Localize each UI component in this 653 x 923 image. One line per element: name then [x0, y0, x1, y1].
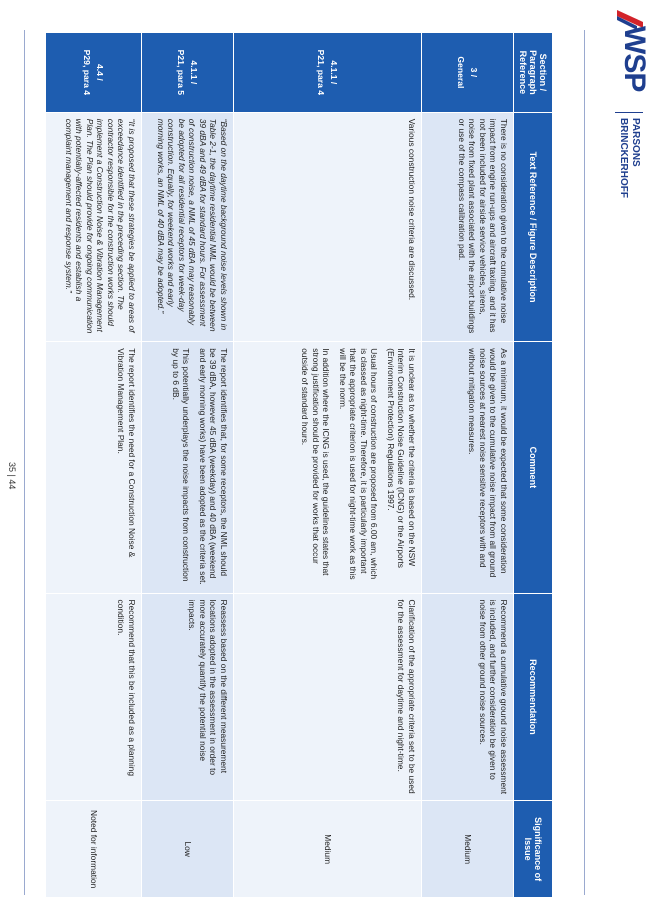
- header-comment: Comment: [514, 342, 553, 593]
- text-reference: There is no consideration given to the cumulative noise impact from engine run-ups and aircraft taxiing, and it has not been included for airside service vehicles, sirens, noise from fixed plant associated with the airport buildings or use of the compass calibration pad.: [422, 112, 514, 342]
- header-section-ref: Section / Paragraph Reference: [514, 33, 553, 113]
- table-row: [422, 33, 514, 898]
- comment-cell: It is unclear as to whether the criteria is based on the NSW Interim Construction Noise Guideline (ICNG) or the Airports (Environment Protection) Regulations 1997. Usual hours of construction are proposed from 6.00 am, which is classed as night-time. Therefore, it is particularly important that the appropriate criterion is used for night-time work as this will be the norm. In addition where the ICNG is used, the guidelines states that strong justification should be provided for works that occur outside of standard hours.: [234, 342, 422, 593]
- significance-cell: Low: [142, 801, 234, 898]
- table-row: [234, 33, 422, 898]
- section-ref: 4.4 / P29, para 4: [46, 33, 142, 113]
- header-recommendation: Recommendation: [514, 593, 553, 801]
- logo-divider: [615, 112, 643, 113]
- significance-cell: Noted for information: [46, 801, 142, 898]
- recommendation-cell: Clarification of the appropriate criteria set to be used for the assessment for daytime and night-time.: [234, 593, 422, 801]
- comment-cell: The report identifies that, for some receptors, the NML should be 39 dBA, however 45 dBA (weekday) and 40 dBA (weekend and early morning works) have been adopted as the criteria set. This potentially underplays the noise impacts from construction by up to 6 dB.: [142, 342, 234, 593]
- comment-cell: The report identifies the need for a Construction Noise & Vibration Management Plan.: [46, 342, 142, 593]
- logo-brand: WSP: [618, 26, 651, 92]
- review-table: [45, 32, 553, 898]
- section-ref: 3 / General: [422, 33, 514, 113]
- section-ref: 4.1.1 / P21, para 4: [234, 33, 422, 113]
- table-row: [46, 33, 142, 898]
- section-ref: 4.1.1 / P21, para 5: [142, 33, 234, 113]
- footer-rule: [24, 30, 25, 895]
- text-reference: “It is proposed that these strategies be applied to areas of exceedance identified in the preceding section. The contractor responsible for the construction works should implement a Construction Noise & Vibration Management Plan. The Plan should provide for ongoing communication with potentially-affected residents and establish a complaint management and response system.”: [46, 112, 142, 342]
- wsp-pb-logo: [593, 0, 653, 198]
- significance-cell: Medium: [234, 801, 422, 898]
- recommendation-cell: Reassess based on the different measurement locations adopted in the assessment in order to more accurately quantify the potential noise impacts.: [142, 593, 234, 801]
- page-number: 35 | 44: [7, 462, 17, 490]
- table-header-row: [514, 33, 553, 898]
- logo-line2: BRINCKERHOFF: [618, 118, 629, 198]
- header-significance: Significance of Issue: [514, 801, 553, 898]
- significance-cell: Medium: [422, 801, 514, 898]
- header-text-ref: Text Reference / Figure Description: [514, 112, 553, 342]
- text-reference: Various construction noise criteria are discussed.: [234, 112, 422, 342]
- table-row: [142, 33, 234, 898]
- logo-line1: PARSONS: [630, 118, 641, 167]
- header-rule: [584, 30, 585, 895]
- recommendation-cell: Recommend a cumulative ground noise assessment is included, and further consideration be given to noise from other ground noise sources.: [422, 593, 514, 801]
- text-reference: “Based on the daytime background noise levels shown in Table 2-1, the daytime residential NML would be between 39 dBA and 49 dBA for standard hours. For assessment of construction noise, a NML of 45 dBA may reasonably be adopted for all residential receptors for week-day construction. Equally, for weekend works and early morning works, an NML of 40 dBA may be adopted.”: [142, 112, 234, 342]
- recommendation-cell: Recommend that this be included as a planning condition.: [46, 593, 142, 801]
- comment-cell: As a minimum, it would be expected that some consideration would be given to the cumulative noise impact from all ground noise sources at nearest noise sensitive receptors with and without mitigation measures.: [422, 342, 514, 593]
